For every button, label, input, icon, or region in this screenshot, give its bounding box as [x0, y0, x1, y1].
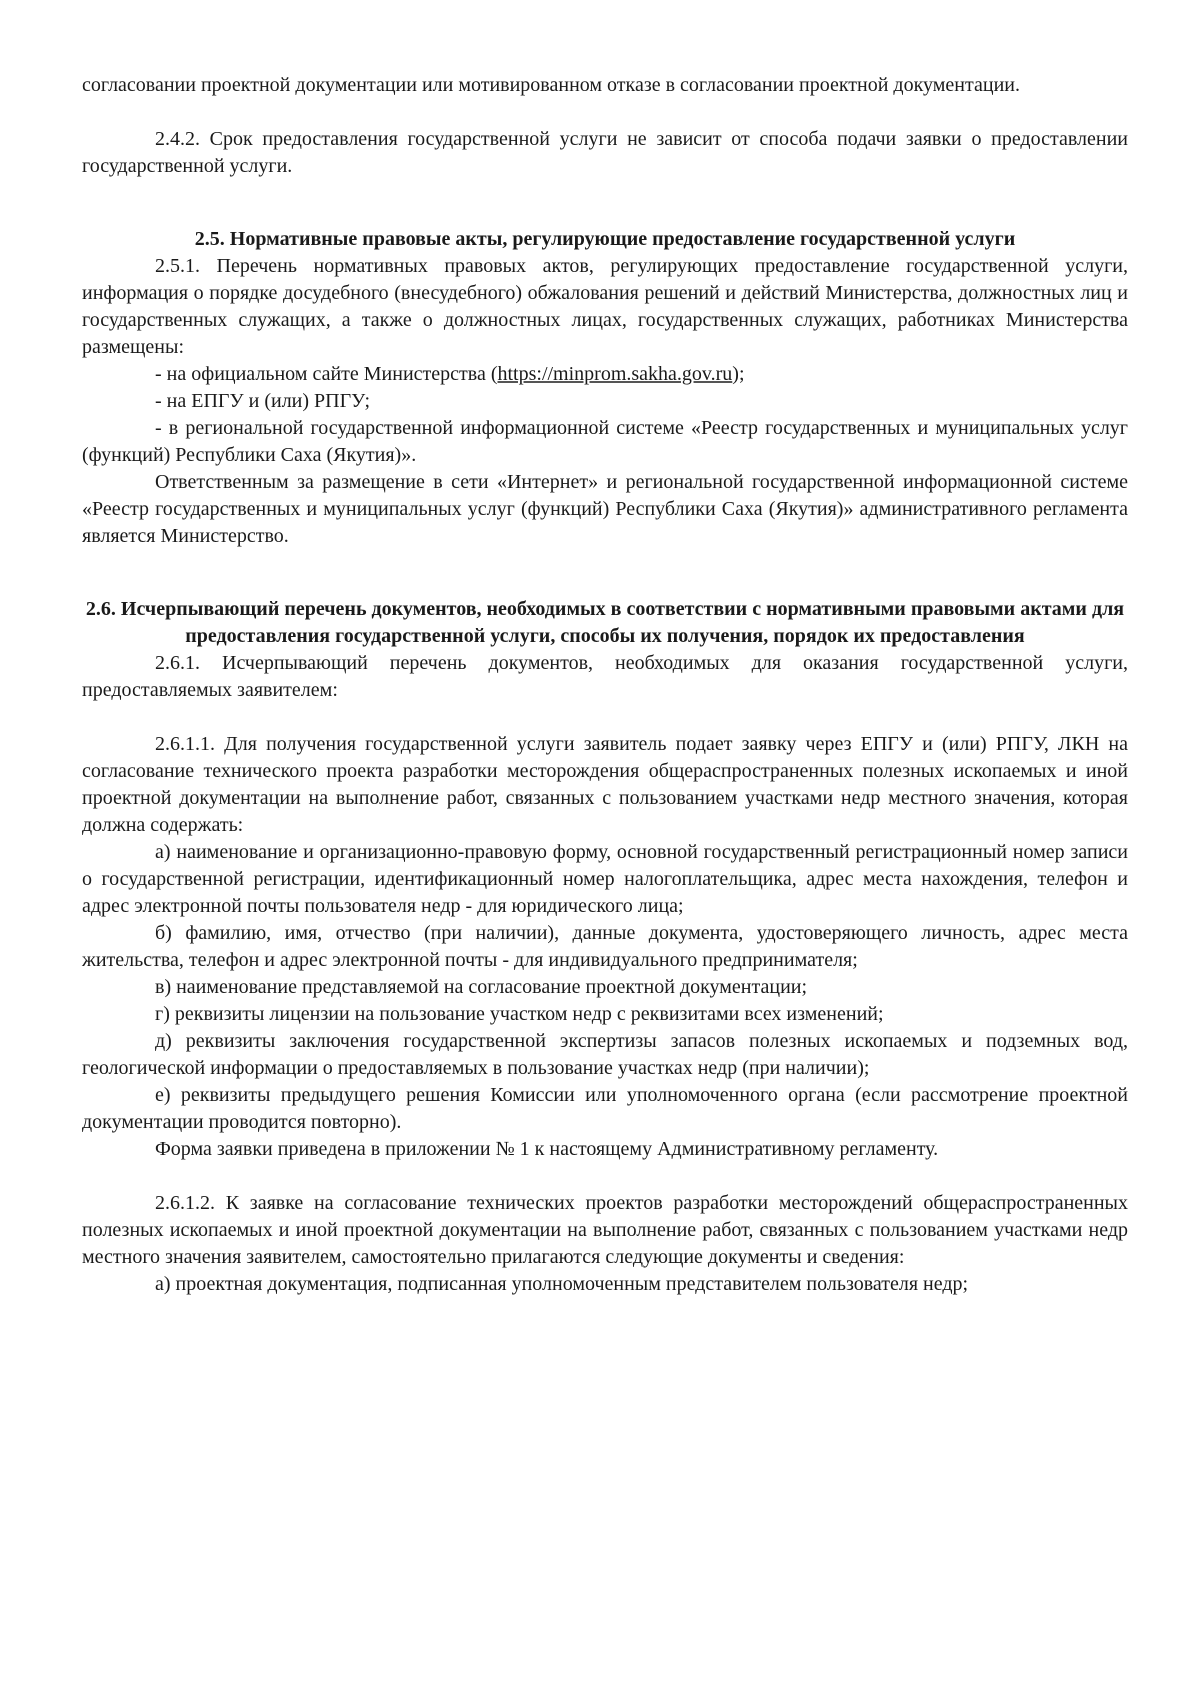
list-item-a2: а) проектная документация, подписанная уполномоченным представителем пользователя недр; — [155, 1273, 969, 1295]
spacer — [82, 1163, 1128, 1190]
section-heading-2-6: 2.6. Исчерпывающий перечень документов, необходимых в соответствии с нормативными правовыми актами для предоставления государственной услуги, способы их получения, порядок их предоставления — [85, 598, 1125, 647]
list-item-a: а) наименование и организационно-правовую форму, основной государственный регистрационный номер записи о государственной регистрации, идентификационный номер налогоплательщика, адрес места нахождения, телефон и адрес электронной почты пользователя недр - для юридического лица; — [82, 841, 1128, 917]
spacer — [82, 550, 1128, 596]
paragraph-2-6-1-1: 2.6.1.1. Для получения государственной услуги заявитель подает заявку через ЕПГУ и (или) РПГУ, ЛКН на согласование технического проекта разработки месторождения общераспространенных полезных ископаемых и иной проектной документации на выполнение работ, связанных с пользованием участками недр местного значения, которая должна содержать: — [82, 733, 1128, 836]
section-heading-2-5: 2.5. Нормативные правовые акты, регулирующие предоставление государственной услуги — [194, 228, 1016, 250]
paragraph-form-note: Форма заявки приведена в приложении № 1 к настоящему Административному регламенту. — [155, 1138, 939, 1160]
list-item-official-site — [82, 361, 1128, 388]
list-item-text: - на официальном сайте Министерства ( — [155, 363, 498, 385]
list-item-v: в) наименование представляемой на согласование проектной документации; — [155, 976, 808, 998]
document-page — [82, 72, 1128, 1298]
paragraph-2-6-1-2: 2.6.1.2. К заявке на согласование технических проектов разработки месторождений общераспространенных полезных ископаемых и иной проектной документации на выполнение работ, связанных с пользованием участками недр местного значения заявителем, самостоятельно прилагаются следующие документы и сведения: — [82, 1192, 1128, 1268]
paragraph-2-5-1: 2.5.1. Перечень нормативных правовых актов, регулирующих предоставление государственной услуги, информация о порядке досудебного (внесудебного) обжалования решений и действий Министерства, должностных лиц и государственных служащих, а также о должностных лицах, государственных служащих, работниках Министерства размещены: — [82, 255, 1128, 358]
list-item-registry: - в региональной государственной информационной системе «Реестр государственных и муниципальных услуг (функций) Республики Саха (Якутия)». — [82, 417, 1128, 466]
list-item-g: г) реквизиты лицензии на пользование участком недр с реквизитами всех изменений; — [155, 1003, 884, 1025]
list-item-d: д) реквизиты заключения государственной экспертизы запасов полезных ископаемых и подземных вод, геологической информации о предоставляемых в пользование участках недр (при наличии); — [82, 1030, 1128, 1079]
list-item-e: е) реквизиты предыдущего решения Комиссии или уполномоченного органа (если рассмотрение проектной документации проводится повторно). — [82, 1084, 1128, 1133]
ministry-website-link[interactable]: https://minprom.sakha.gov.ru — [497, 363, 733, 385]
list-item-b: б) фамилию, имя, отчество (при наличии), данные документа, удостоверяющего личность, адрес места жительства, телефон и адрес электронной почты - для индивидуального предпринимателя; — [82, 922, 1128, 971]
paragraph-2-4-2: 2.4.2. Срок предоставления государственной услуги не зависит от способа подачи заявки о предоставлении государственной услуги. — [82, 128, 1128, 177]
paragraph-responsible: Ответственным за размещение в сети «Интернет» и региональной государственной информационной системе «Реестр государственных и муниципальных услуг (функций) Республики Саха (Якутия)» административного регламента является Министерство. — [82, 471, 1128, 547]
paragraph-intro-continuation: согласовании проектной документации или мотивированном отказе в согласовании проектной документации. — [82, 74, 1020, 96]
spacer — [82, 180, 1128, 226]
paragraph-2-6-1: 2.6.1. Исчерпывающий перечень документов, необходимых для оказания государственной услуги, предоставляемых заявителем: — [82, 652, 1128, 701]
list-item-epgu: - на ЕПГУ и (или) РПГУ; — [155, 390, 371, 412]
spacer — [82, 99, 1128, 126]
list-item-text: ); — [732, 363, 745, 385]
spacer — [82, 704, 1128, 731]
